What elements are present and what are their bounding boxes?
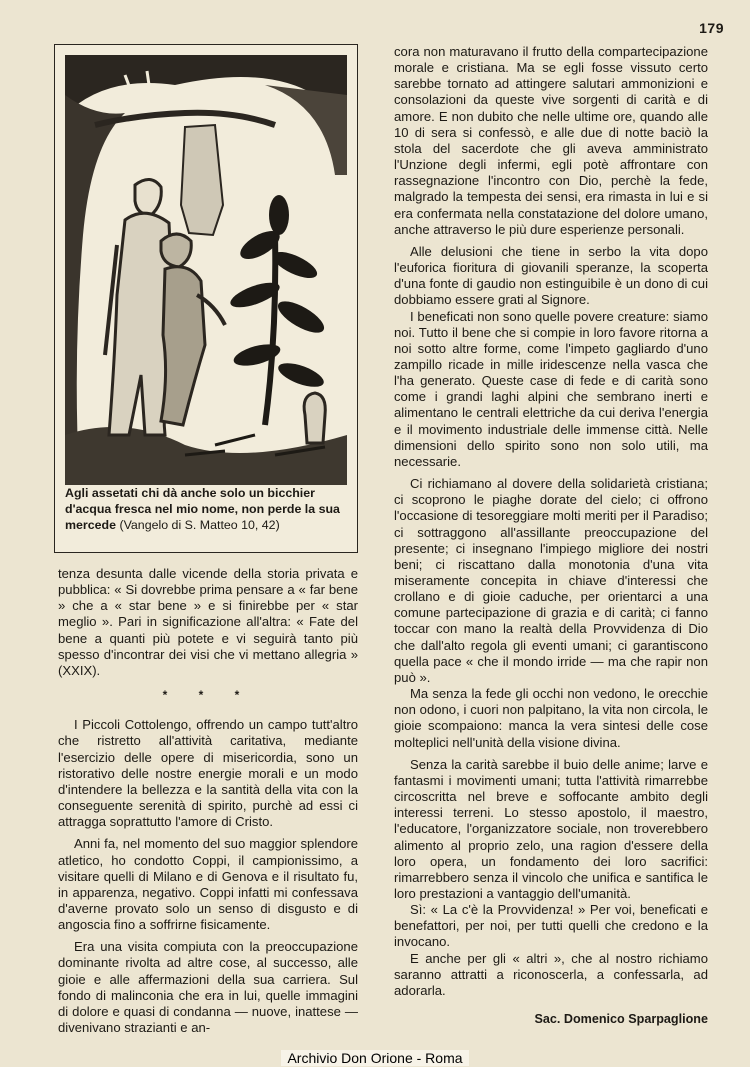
author-signature: Sac. Domenico Sparpaglione <box>534 1012 708 1027</box>
paragraph: cora non maturavano il frutto della compartecipazione morale e cristiana. Ma se egli fosse vissuto certo sarebbe tornato ad attingere salutari ammonizioni e consolazioni da queste vive sorgenti di carità e di amore. E non dubito che nelle ultime ore, quando alle 10 di sera si confessò, e alle due di notte baciò la stola del sacerdote che gli aveva amministrato l'Unzione degli infermi, egli potè affrontare con rassegnazione l'incontro con Dio, perchè la fede, malgrado la tempesta dei sensi, era rimasta in lui e si era confermata nella constatazione del dolore umano, anche attraverso le più dure esperienze personali. <box>394 44 708 237</box>
caption-source: (Vangelo di S. Matteo 10, 42) <box>119 518 280 532</box>
paragraph: E anche per gli « altri », che al nostro richiamo saranno attratti a riconoscerla, a confessarla, ad adorarla. <box>394 950 708 998</box>
illustration-frame <box>54 44 358 553</box>
paragraph: tenza desunta dalle vicende della storia privata e pubblica: « Si dovrebbe prima pensare a « far bene » che a « star bene » e si finirebbe per « star meglio ». Pari in significazione all'altra: « Fate del bene a quanti più potete e vi seguirà tanto più spesso d'incontrar dei visi che vi mettano allegria » (XXIX). <box>58 566 358 678</box>
right-column <box>394 44 708 1027</box>
paragraph: I beneficati non sono quelle povere creature: siamo noi. Tutto il bene che si compie in loro favore ritorna a noi sotto altre forme, come l'impeto gagliardo d'uno zampillo ricade in mille iridescenze nella vasca che l'ha generato. Queste case di fede e di carità sono come i grandi laghi alpini che sembrano inerti e alimentano le centrali elettriche da cui deriva l'energia e il movimento industriale delle immense città. Nelle dimensioni dello spirito sono non solo utili, ma necessarie. <box>394 308 708 469</box>
ink-drawing-icon <box>65 55 347 525</box>
illustration-caption <box>65 485 351 533</box>
paragraph: Senza la carità sarebbe il buio delle anime; larve e fantasmi i movimenti umani; tutta l'attività rimarrebbe circoscritta nel breve e soffocante ambito degli interessi terreni. Lo stesso apostolo, il maestro, l'educatore, l'organizzatore sociale, non troverebbero alimento al proprio zelo, una ragion d'essere della loro opera, un fondamento dei loro sacrifici: rimarrebbero senza il vincolo che unifica e santifica le loro prestazioni a vantaggio dell'umanità. <box>394 756 708 901</box>
section-separator: * * * <box>162 688 254 703</box>
paragraph: Alle delusioni che tiene in serbo la vita dopo l'euforica fioritura di giovanili speranze, la scoperta d'una fonte di gaudio non estinguibile è un dono di cui dobbiamo essere grati al Signore. <box>394 243 708 308</box>
page-number: 179 <box>699 20 724 36</box>
footer-text: Archivio Don Orione - Roma <box>281 1050 468 1066</box>
left-column <box>58 566 358 1036</box>
caption-text: Agli assetati chi dà anche solo un bicchier d'acqua fresca nel mio nome, non perde la sua mercede <box>65 486 340 532</box>
paragraph: Ci richiamano al dovere della solidarietà cristiana; ci scoprono le piaghe dorate del cielo; ci offrono l'occasione di tesoreggiare molti meriti per il Paradiso; ci sottraggono all'assillante preoccupazione del presente; ci insegnano l'impiego migliore dei nostri beni; ci riscattano dalla monotonia d'una vita miseramente concepita in chiave d'interessi che crollano e di gioie caduche, per orientarci a una comune partecipazione di grazia e di carità; ci fanno toccar con mano la realtà della Provvidenza di Dio che dall'alto regola gli eventi umani; ci garantiscono quella pace « che il mondo irride — ma che rapir non può ». <box>394 476 708 685</box>
paragraph: Era una visita compiuta con la preoccupazione dominante rivolta ad altre cose, al successo, alle gioie e alle affermazioni della sua carriera. Sul fondo di malinconia che era in lui, quelle immagini di dolore e quasi di condanna — nuove, inattese — divenivano strazianti e an- <box>58 939 358 1036</box>
paragraph: Ma senza la fede gli occhi non vedono, le orecchie non odono, i cuori non palpitano, la vita non circola, le gioie scompaiono: manca la vera sintesi delle cose molteplici nell'unità della visione divina. <box>394 686 708 750</box>
archive-footer <box>0 1050 750 1066</box>
paragraph: Anni fa, nel momento del suo maggior splendore atletico, ho condotto Coppi, il campionissimo, a visitare quelli di Milano e di Genova e il risultato fu, in apparenza, negativo. Coppi infatti mi confessava d'averne provato solo un senso di disgusto e di angoscia fino a soffrirne fisicamente. <box>58 836 358 933</box>
paragraph: Sì: « La c'è la Provvidenza! » Per voi, beneficati e benefattori, per noi, per tutti quelli che credono e la invocano. <box>394 902 708 950</box>
paragraph: I Piccoli Cottolengo, offrendo un campo tutt'altro che ristretto all'attività caritativa, mediante l'esercizio delle opere di misericordia, sono un ristorativo delle nostre energie morali e un modo d'intendere la bellezza e la santità della vita con la conseguente serenità di spirito, purchè ad essi ci attragga soprattutto l'amore di Cristo. <box>58 717 358 830</box>
